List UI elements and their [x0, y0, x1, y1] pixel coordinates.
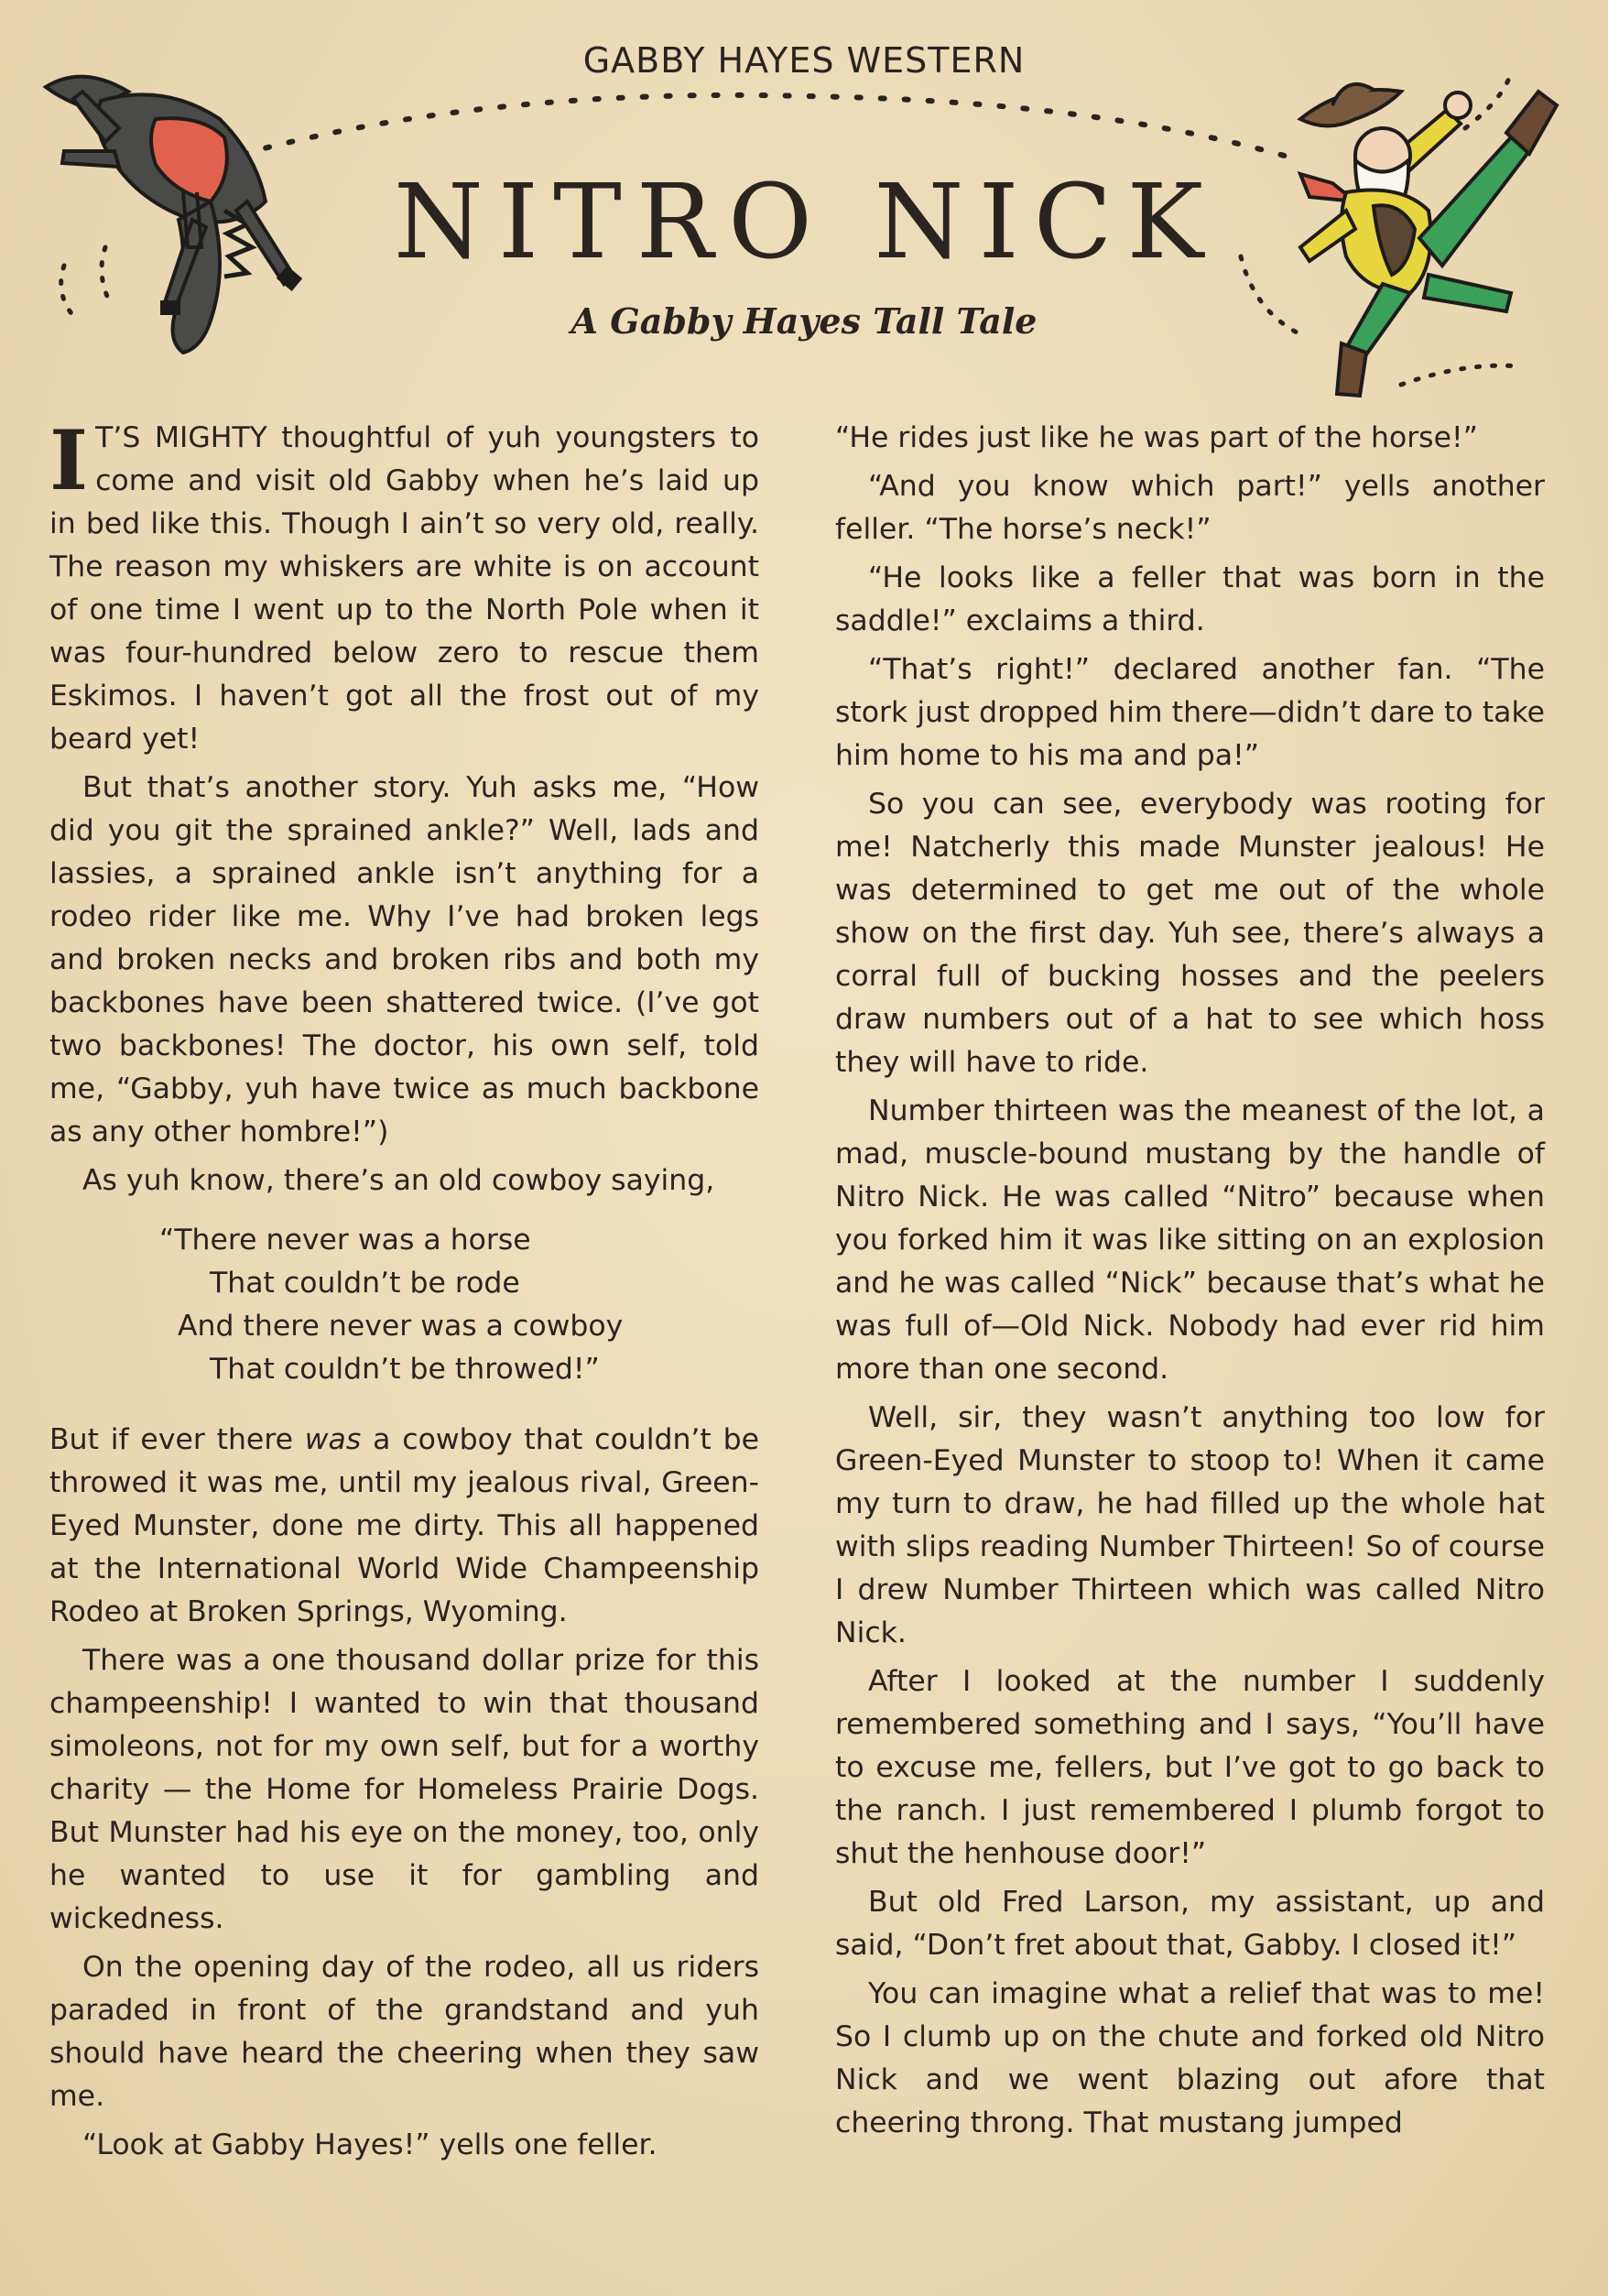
- paragraph: “That’s right!” declared another fan. “The stork just dropped him there—didn’t dare to take him home to his ma and pa!”: [835, 653, 1545, 772]
- paragraph: “He rides just like he was part of the horse!”: [835, 421, 1478, 454]
- paragraph: After I looked at the number I suddenly remembered something and I says, “You’ll have to excuse me, fellers, but I’ve got to go back to the ranch. I just remembered I plumb forgot to shut the henhouse door!”: [835, 1665, 1545, 1870]
- paragraph: As yuh know, there’s an old cowboy saying,: [82, 1164, 715, 1197]
- gabby-thrown-illustration: [1245, 55, 1593, 412]
- paragraph: Number thirteen was the meanest of the lot, a mad, muscle-bound mustang by the handle of Nitro Nick. He was called “Nitro” because when you forked him it was like sitting on an explosion and he was called “Nick” because that’s what he was full of—Old Nick. Nobody had ever rid him more than one second.: [835, 1094, 1545, 1386]
- story-column-right: [835, 417, 1545, 2150]
- paragraph: “And you know which part!” yells another feller. “The horse’s neck!”: [835, 470, 1545, 546]
- paragraph: You can imagine what a relief that was to me! So I clumb up on the chute and forked old Nitro Nick and we went blazing out afore that cheering throng. That mustang jumped: [835, 1977, 1545, 2139]
- story-title: NITRO NICK: [393, 163, 1219, 282]
- drop-cap: I: [49, 412, 89, 509]
- paragraph: So you can see, everybody was rooting for me! Natcherly this made Munster jealous! He was determined to get me out of the whole show on the first day. Yuh see, there’s always a corral full of bucking hosses and the peelers draw numbers out of a hat to see which hoss they will have to ride.: [835, 788, 1545, 1079]
- paragraph: On the opening day of the rodeo, all us riders paraded in front of the grandstand and yuh should have heard the cheering when they saw me.: [49, 1951, 759, 2113]
- cowboy-verse: [49, 1219, 759, 1391]
- verse-line: That couldn’t be throwed!”: [210, 1353, 600, 1386]
- verse-line: “There never was a horse: [159, 1224, 531, 1257]
- bucking-horse-illustration: [27, 64, 375, 394]
- paragraph: There was a one thousand dollar prize for this champeenship! I wanted to win that thousand simoleons, not for my own self, but for a worthy charity — the Home for Homeless Prairie Dogs. But Munster had his eye on the money, too, only he wanted to use it for gambling and wickedness.: [49, 1644, 759, 1935]
- story-column-left: [49, 412, 759, 2172]
- paragraph: I T’S MIGHTY thoughtful of yuh youngsters to come and visit old Gabby when he’s laid up in bed like this. Though I ain’t so very old, really. The reason my whiskers are white is on account of one time I went up to the North Pole when it was four-hundred below zero to rescue them Eskimos. I haven’t got all the frost out of my beard yet!: [49, 412, 759, 756]
- paragraph: But if ever there was a cowboy that couldn’t be throwed it was me, until my jealous rival, Green-Eyed Munster, done me dirty. This all happened at the International World Wide Champeenship Rodeo at Broken Springs, Wyoming.: [49, 1423, 759, 1628]
- verse-line: That couldn’t be rode: [210, 1267, 520, 1300]
- verse-line: And there never was a cowboy: [178, 1310, 624, 1343]
- story-subtitle: A Gabby Hayes Tall Tale: [570, 300, 1038, 342]
- paragraph: “He looks like a feller that was born in the saddle!” exclaims a third.: [835, 561, 1545, 637]
- running-head: GABBY HAYES WESTERN: [582, 40, 1026, 81]
- paragraph: Well, sir, they wasn’t anything too low for Green-Eyed Munster to stoop to! When it came my turn to draw, he had filled up the whole hat with slips reading Number Thirteen! So of course I drew Number Thirteen which was called Nitro Nick.: [835, 1401, 1545, 1649]
- paragraph: But that’s another story. Yuh asks me, “How did you git the sprained ankle?” Well, lads and lassies, a sprained ankle isn’t anything for a rodeo rider like me. Why I’ve had broken legs and broken necks and broken ribs and both my backbones have been shattered twice. (I’ve got two backbones! The doctor, his own self, told me, “Gabby, yuh have twice as much backbone as any other hombre!”): [49, 771, 759, 1148]
- paragraph: “Look at Gabby Hayes!” yells one feller.: [82, 2128, 657, 2161]
- paragraph: But old Fred Larson, my assistant, up and said, “Don’t fret about that, Gabby. I closed it!”: [835, 1886, 1545, 1962]
